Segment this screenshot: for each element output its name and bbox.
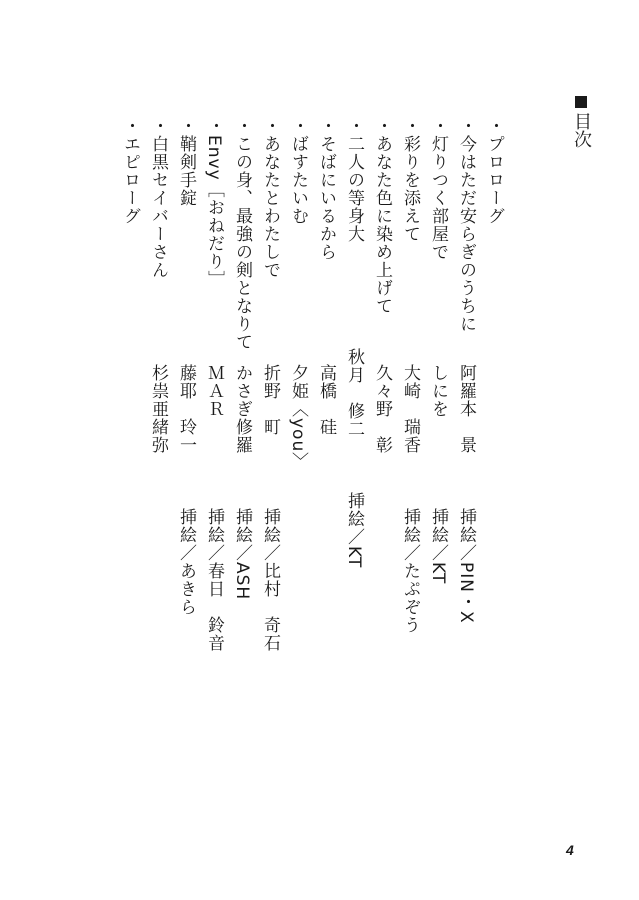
toc-author-9: かさぎ修羅 bbox=[232, 364, 252, 454]
toc-author-12: 杉祟亜緒弥 bbox=[148, 364, 168, 454]
toc-title-prologue: ・プロローグ bbox=[484, 117, 504, 225]
toc-title-4: ・彩りを添えて bbox=[400, 117, 420, 243]
toc-illustrator-5: 挿絵／KT bbox=[344, 492, 364, 569]
toc-author-7: 夕姫〈you〉 bbox=[288, 364, 308, 471]
toc-title-10: ・この身、最強の剣となりて bbox=[232, 117, 252, 351]
toc-title-2: ・今はただ安らぎのうちに bbox=[456, 117, 476, 333]
toc-author-8: 折野 町 bbox=[260, 364, 280, 436]
toc-author-5: 秋月 修二 bbox=[344, 348, 364, 438]
toc-title-12: ・鞘剣手錠 bbox=[176, 117, 196, 207]
toc-title-8: ・ばすたいむ bbox=[288, 117, 308, 225]
toc-title-epilogue: ・エピローグ bbox=[120, 117, 140, 225]
toc-illustrator-7: 挿絵／比村 奇石 bbox=[260, 508, 280, 652]
toc-title-13: ・白黒セイバーさん bbox=[148, 117, 168, 279]
toc-illustrator-1: 挿絵／PIN・X bbox=[456, 508, 476, 624]
toc-heading-text: 目次 bbox=[571, 112, 592, 148]
toc-illustrator-10: 挿絵／春日 鈴音 bbox=[204, 508, 224, 652]
toc-title-7: ・そばにいるから bbox=[316, 117, 336, 261]
toc-title-6: ・二人の等身大 bbox=[344, 117, 364, 243]
toc-illustrator-11: 挿絵／あきら bbox=[176, 508, 196, 616]
square-bullet-icon bbox=[575, 96, 587, 108]
toc-title-9: ・あなたとわたしで bbox=[260, 117, 280, 279]
toc-author-6: 高橋 硅 bbox=[316, 364, 336, 436]
toc-title-3: ・灯りつく部屋で bbox=[428, 117, 448, 261]
toc-title-11: ・Envy［おねだり］ bbox=[204, 117, 224, 289]
toc-title-5: ・あなた色に染め上げて bbox=[372, 117, 392, 315]
toc-heading bbox=[569, 96, 593, 148]
toc-author-2: しにを bbox=[428, 364, 448, 418]
toc-author-10: ＭＡＲ bbox=[204, 364, 224, 418]
page-number: 4 bbox=[566, 842, 574, 858]
toc-author-1: 阿羅本 景 bbox=[456, 364, 476, 454]
toc-illustrator-9: 挿絵／ASH bbox=[232, 508, 252, 601]
toc-illustrator-2: 挿絵／KT bbox=[428, 508, 448, 585]
toc-illustrator-3: 挿絵／たぷぞう bbox=[400, 508, 420, 634]
toc-author-4: 久々野 彰 bbox=[372, 364, 392, 454]
toc-author-11: 藤耶 玲一 bbox=[176, 364, 196, 454]
toc-author-3: 大崎 瑞香 bbox=[400, 364, 420, 454]
